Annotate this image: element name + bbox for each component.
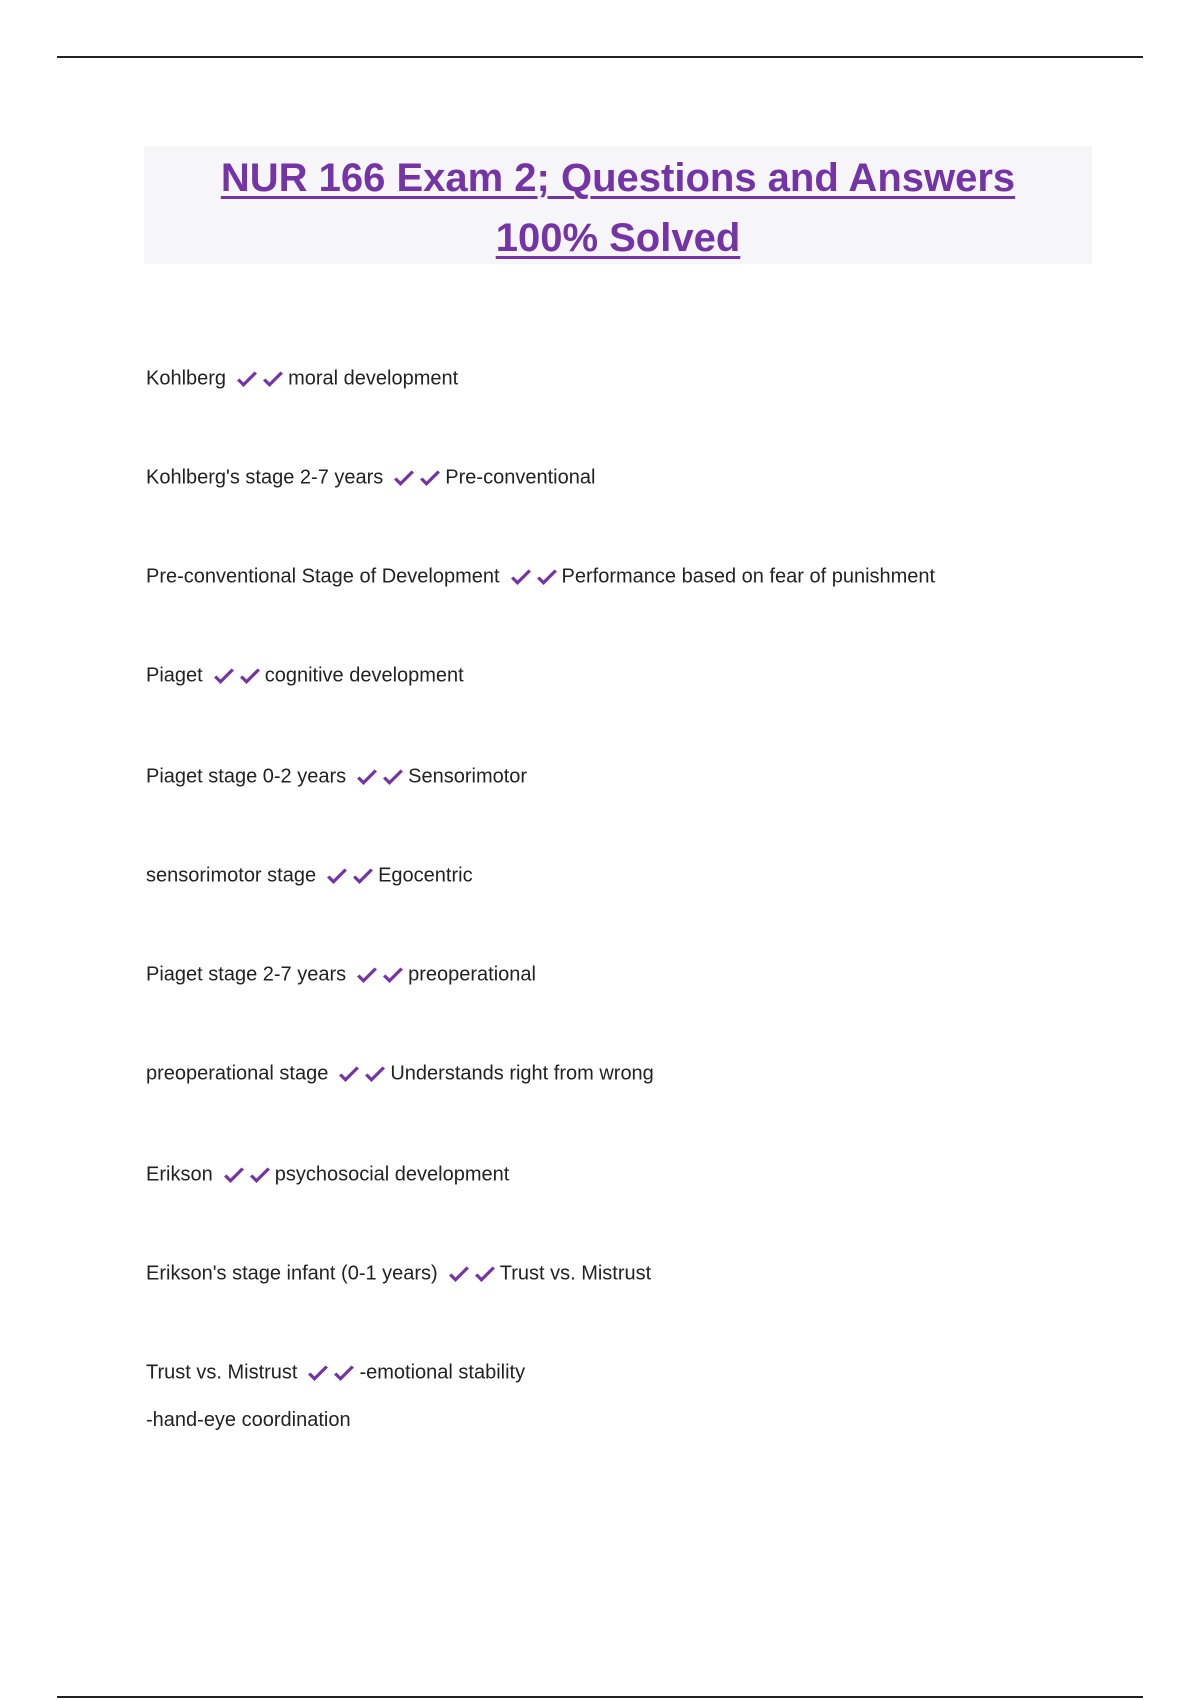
entry-question: Trust vs. Mistrust: [146, 1361, 298, 1384]
checkmark-icon: [417, 468, 443, 490]
entry-answer: Pre-conventional: [445, 466, 596, 489]
checkmark-icon: [380, 965, 406, 987]
checkmark-icon: [221, 1165, 247, 1187]
check-pair: [234, 368, 286, 390]
entry-question: Erikson: [146, 1163, 213, 1186]
entry-answer: Understands right from wrong: [390, 1062, 654, 1085]
qa-entry: [146, 1261, 651, 1286]
qa-entry: [146, 764, 527, 789]
checkmark-icon: [354, 767, 380, 789]
qa-entry: [146, 863, 473, 888]
checkmark-icon: [324, 866, 350, 888]
check-pair: [508, 566, 560, 588]
check-pair: [324, 865, 376, 887]
check-pair: [221, 1164, 273, 1186]
checkmark-icon: [508, 567, 534, 589]
checkmark-icon: [336, 1064, 362, 1086]
checkmark-icon: [391, 468, 417, 490]
check-pair: [354, 964, 406, 986]
entry-question: Piaget: [146, 664, 203, 687]
check-pair: [446, 1263, 498, 1285]
qa-entry: [146, 1360, 525, 1385]
entry-question: Piaget stage 2-7 years: [146, 963, 347, 986]
qa-entry: [146, 465, 595, 490]
checkmark-icon: [247, 1165, 273, 1187]
entry-question: sensorimotor stage: [146, 864, 317, 887]
entry-question: Pre-conventional Stage of Development: [146, 565, 500, 588]
qa-entry: [146, 1061, 654, 1086]
checkmark-icon: [260, 369, 286, 391]
title-banner: [144, 146, 1092, 264]
check-pair: [391, 467, 443, 489]
entry-question: Piaget stage 0-2 years: [146, 765, 347, 788]
checkmark-icon: [354, 965, 380, 987]
entry-question: Erikson's stage infant (0-1 years): [146, 1262, 438, 1285]
checkmark-icon: [362, 1064, 388, 1086]
entry-answer: psychosocial development: [274, 1163, 510, 1186]
checkmark-icon: [350, 866, 376, 888]
check-pair: [211, 665, 263, 687]
entry-answer: -emotional stability: [359, 1361, 526, 1384]
checkmark-icon: [211, 666, 237, 688]
entry-question: preoperational stage: [146, 1062, 329, 1085]
qa-entry: [146, 1162, 509, 1187]
entry-answer: Egocentric: [378, 864, 473, 887]
check-pair: [305, 1362, 357, 1384]
entry-answer: Performance based on fear of punishment: [561, 565, 936, 588]
entry-answer: preoperational: [408, 963, 536, 986]
checkmark-icon: [472, 1264, 498, 1286]
checkmark-icon: [534, 567, 560, 589]
check-pair: [336, 1063, 388, 1085]
document-title-line-2: 100% Solved: [495, 216, 741, 260]
entry-answer-continuation: -hand-eye coordination: [146, 1409, 351, 1431]
entry-answer: Sensorimotor: [408, 765, 528, 788]
entry-question: Kohlberg: [146, 367, 227, 390]
bottom-rule: [57, 1696, 1143, 1698]
checkmark-icon: [305, 1363, 331, 1385]
qa-entry: [146, 366, 458, 391]
checkmark-icon: [237, 666, 263, 688]
checkmark-icon: [380, 767, 406, 789]
document-title-line-1: NUR 166 Exam 2; Questions and Answers: [220, 156, 1016, 200]
entry-question: Kohlberg's stage 2-7 years: [146, 466, 384, 489]
qa-entry: [146, 663, 464, 688]
entry-answer: Trust vs. Mistrust: [499, 1262, 652, 1285]
qa-entry: [146, 962, 536, 987]
top-rule: [57, 56, 1143, 58]
checkmark-icon: [331, 1363, 357, 1385]
qa-entry: [146, 564, 935, 589]
checkmark-icon: [446, 1264, 472, 1286]
check-pair: [354, 766, 406, 788]
entry-answer: cognitive development: [264, 664, 464, 687]
checkmark-icon: [234, 369, 260, 391]
entry-answer: moral development: [288, 367, 459, 390]
